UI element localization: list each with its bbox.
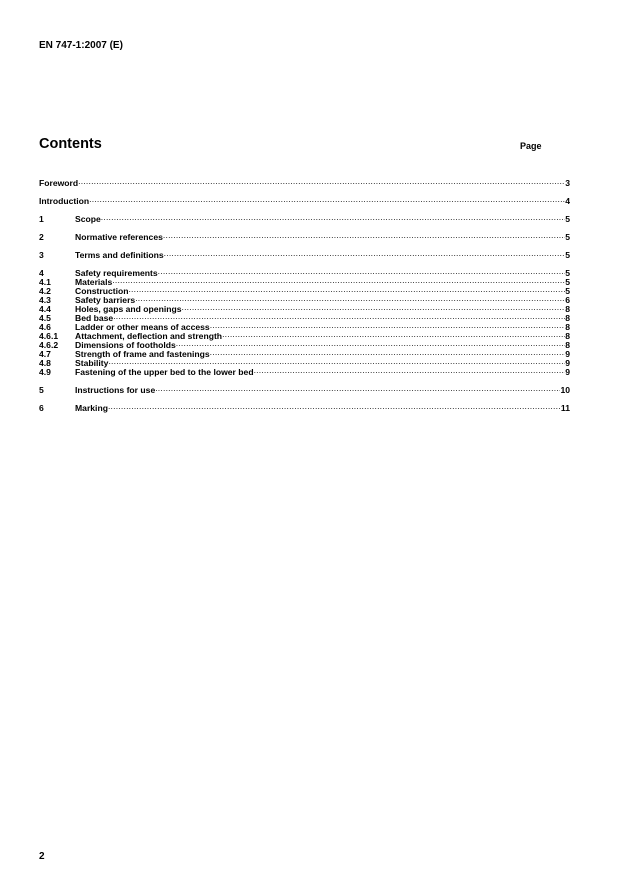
toc-entry-page: 9 (565, 349, 570, 359)
toc-entry-page: 5 (565, 250, 570, 260)
dot-leader (78, 177, 565, 186)
toc-entry-number: 4.8 (39, 358, 51, 368)
toc-entry-page: 5 (565, 277, 570, 287)
toc-entry-number: 4.1 (39, 277, 51, 287)
toc-entry-title: Normative references (75, 232, 163, 242)
toc-entry-number: 3 (39, 250, 44, 260)
toc-entry-title: Foreword (39, 178, 79, 188)
toc-entry-page: 10 (560, 385, 570, 395)
dot-leader (222, 330, 565, 339)
dot-leader (158, 267, 566, 276)
toc-entry-page: 8 (565, 340, 570, 350)
dot-leader (164, 249, 566, 258)
toc-entry-4-9[interactable] (39, 366, 570, 375)
toc-entry-title: Terms and definitions (75, 250, 164, 260)
toc-entry-number: 5 (39, 385, 44, 395)
toc-entry-page: 9 (565, 367, 570, 377)
toc-entry-title: Attachment, deflection and strength (75, 331, 223, 341)
toc-entry-page: 3 (565, 178, 570, 188)
toc-entry-foreword[interactable] (39, 177, 570, 186)
toc-entry-4-6-1[interactable] (39, 330, 570, 339)
toc-entry-4-4[interactable] (39, 303, 570, 312)
toc-entry-1[interactable] (39, 213, 570, 222)
toc-entry-number: 4.2 (39, 286, 51, 296)
toc-entry-number: 4.6.1 (39, 331, 59, 341)
toc-entry-page: 8 (565, 322, 570, 332)
toc-entry-page: 5 (565, 268, 570, 278)
dot-leader (176, 339, 565, 348)
toc-entry-page: 4 (565, 196, 570, 206)
toc-entry-page: 5 (565, 232, 570, 242)
dot-leader (163, 231, 565, 240)
dot-leader (101, 213, 565, 222)
toc-entry-title: Bed base (75, 313, 114, 323)
toc-entry-title: Materials (75, 277, 113, 287)
toc-entry-4-1[interactable] (39, 276, 570, 285)
toc-entry-4-3[interactable] (39, 294, 570, 303)
toc-entry-page: 6 (565, 295, 570, 305)
toc-entry-5[interactable] (39, 384, 570, 393)
page-number-footer: 2 (39, 851, 45, 862)
toc-entry-number: 4.9 (39, 367, 51, 377)
toc-entry-title: Holes, gaps and openings (75, 304, 182, 314)
toc-entry-title: Introduction (39, 196, 90, 206)
toc-entry-title: Dimensions of footholds (75, 340, 176, 350)
dot-leader (135, 294, 565, 303)
toc-entry-number: 4 (39, 268, 44, 278)
toc-entry-title: Ladder or other means of access (75, 322, 210, 332)
toc-entry-number: 4.4 (39, 304, 51, 314)
toc-entry-4-2[interactable] (39, 285, 570, 294)
dot-leader (181, 303, 565, 312)
toc-entry-4-5[interactable] (39, 312, 570, 321)
toc-entry-4-8[interactable] (39, 357, 570, 366)
toc-entry-title: Construction (75, 286, 129, 296)
toc-entry-page: 9 (565, 358, 570, 368)
dot-leader (113, 312, 565, 321)
dot-leader (210, 348, 566, 357)
toc-entry-number: 4.6 (39, 322, 51, 332)
toc-entry-number: 4.5 (39, 313, 51, 323)
toc-entry-title: Safety requirements (75, 268, 158, 278)
toc-entry-number: 1 (39, 214, 44, 224)
toc-entry-6[interactable] (39, 402, 570, 411)
dot-leader (254, 366, 566, 375)
dot-leader (128, 285, 565, 294)
toc-entry-page: 5 (565, 214, 570, 224)
dot-leader (155, 384, 560, 393)
toc-entry-page: 11 (560, 403, 570, 413)
toc-entry-page: 8 (565, 304, 570, 314)
dot-leader (112, 276, 565, 285)
toc-entry-2[interactable] (39, 231, 570, 240)
table-of-contents (39, 177, 570, 411)
toc-entry-page: 8 (565, 331, 570, 341)
toc-entry-4-6[interactable] (39, 321, 570, 330)
toc-entry-number: 4.6.2 (39, 340, 59, 350)
toc-entry-page: 8 (565, 313, 570, 323)
toc-entry-number: 2 (39, 232, 44, 242)
toc-entry-number: 6 (39, 403, 44, 413)
dot-leader (108, 402, 561, 411)
toc-entry-title: Fastening of the upper bed to the lower bed (75, 367, 254, 377)
toc-entry-4-7[interactable] (39, 348, 570, 357)
toc-entry-number: 4.3 (39, 295, 51, 305)
toc-entry-title: Scope (75, 214, 101, 224)
page-column-label: Page (520, 141, 542, 151)
toc-entry-title: Stability (75, 358, 109, 368)
toc-entry-number: 4.7 (39, 349, 51, 359)
toc-entry-title: Strength of frame and fastenings (75, 349, 210, 359)
toc-entry-introduction[interactable] (39, 195, 570, 204)
toc-entry-title: Instructions for use (75, 385, 156, 395)
dot-leader (210, 321, 566, 330)
toc-entry-page: 5 (565, 286, 570, 296)
contents-heading: Contents (39, 136, 102, 152)
document-id-header: EN 747-1:2007 (E) (39, 40, 123, 51)
toc-entry-title: Marking (75, 403, 108, 413)
dot-leader (108, 357, 565, 366)
toc-entry-3[interactable] (39, 249, 570, 258)
dot-leader (89, 195, 565, 204)
toc-entry-4-6-2[interactable] (39, 339, 570, 348)
toc-entry-4[interactable] (39, 267, 570, 276)
toc-entry-title: Safety barriers (75, 295, 136, 305)
